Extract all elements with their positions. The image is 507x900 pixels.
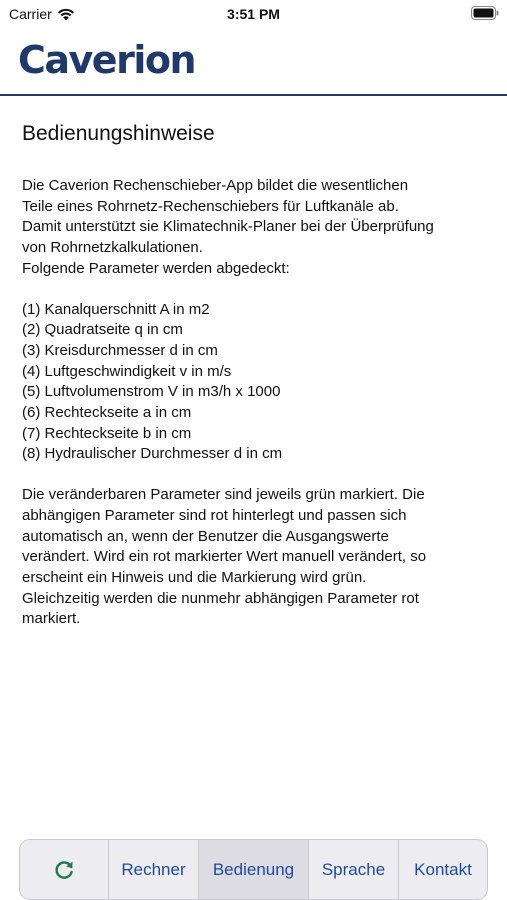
- notes-line: Die veränderbaren Parameter sind jeweils grün markiert. Die: [22, 486, 425, 504]
- notes-line: erscheint ein Hinweis und die Markierung wird grün.: [22, 568, 367, 586]
- parameter-item: (5) Luftvolumenstrom V in m3/h x 1000: [22, 383, 281, 401]
- notes-paragraph: [22, 485, 488, 630]
- parameter-list: [22, 300, 488, 466]
- tab-label: Rechner: [121, 859, 186, 879]
- refresh-icon: [52, 858, 76, 882]
- parameter-item: (1) Kanalquerschnitt A in m2: [22, 300, 210, 318]
- tab-label: Sprache: [321, 859, 386, 879]
- page-title: Bedienungshinweise: [22, 122, 215, 145]
- parameter-item: (6) Rechteckseite a in cm: [22, 404, 192, 422]
- battery-icon: [471, 6, 499, 20]
- intro-line: Damit unterstützt sie Klimatechnik-Planer bei der Überprüfung: [22, 218, 434, 236]
- notes-line: abhängigen Parameter sind rot hinterlegt und passen sich: [22, 506, 407, 524]
- tab-label: Bedienung: [212, 859, 295, 879]
- tab-sprache[interactable]: [309, 840, 399, 899]
- notes-line: verändert. Wird ein rot markierter Wert manuell verändert, so: [22, 548, 427, 566]
- parameter-item: (3) Kreisdurchmesser d in cm: [22, 341, 218, 359]
- tab-label: Kontakt: [414, 859, 472, 879]
- parameter-item: (4) Luftgeschwindigkeit v in m/s: [22, 362, 232, 380]
- status-time: 3:51 PM: [227, 6, 280, 22]
- carrier-label: Carrier: [9, 6, 52, 22]
- tab-rechner[interactable]: [109, 840, 199, 899]
- parameter-item: (7) Rechteckseite b in cm: [22, 424, 192, 442]
- intro-line: von Rohrnetzkalkulationen.: [22, 239, 203, 257]
- app-header: [0, 30, 507, 96]
- refresh-button[interactable]: [20, 840, 109, 899]
- tab-bedienung[interactable]: [199, 840, 309, 899]
- parameter-item: (2) Quadratseite q in cm: [22, 321, 183, 339]
- caverion-logo: Caverion: [18, 38, 195, 82]
- bottom-tab-bar: [19, 839, 488, 900]
- tab-kontakt[interactable]: [399, 840, 487, 899]
- intro-line: Die Caverion Rechenschieber-App bildet die wesentlichen: [22, 177, 409, 194]
- intro-paragraph: [22, 176, 488, 280]
- notes-line: markiert.: [22, 610, 81, 628]
- intro-line: Teile eines Rohrnetz-Rechenschiebers für Luftkanäle ab.: [22, 197, 399, 215]
- notes-line: Gleichzeitig werden die nunmehr abhängigen Parameter rot: [22, 589, 419, 607]
- intro-line: Folgende Parameter werden abgedeckt:: [22, 259, 290, 277]
- status-bar: [0, 0, 507, 30]
- instructions-content: [22, 122, 488, 630]
- notes-line: automatisch an, wenn der Benutzer die Ausgangswerte: [22, 527, 389, 545]
- parameter-item: (8) Hydraulischer Durchmesser d in cm: [22, 445, 283, 463]
